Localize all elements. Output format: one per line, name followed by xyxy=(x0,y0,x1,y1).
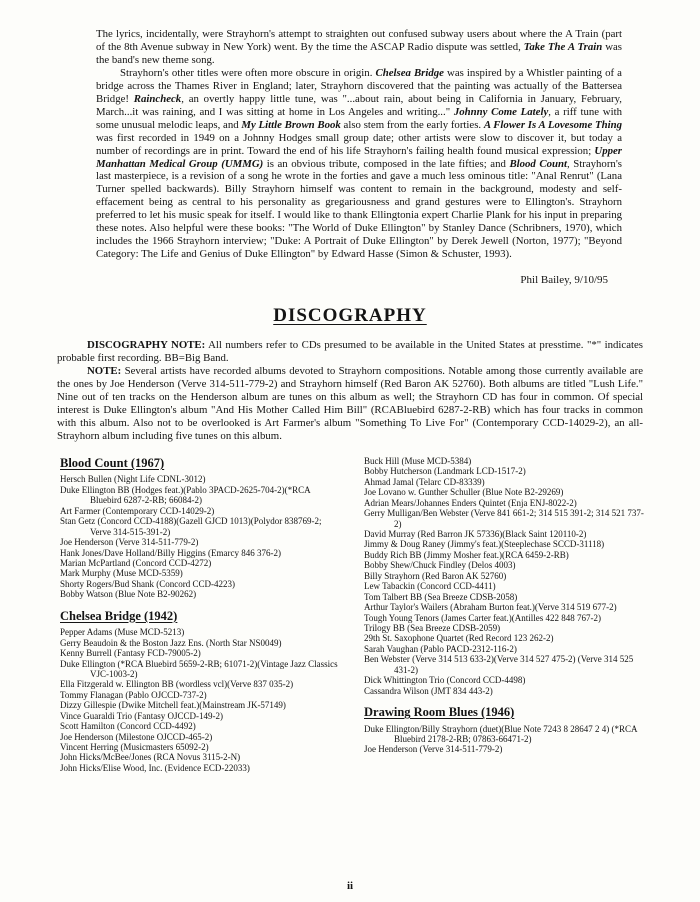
section-heading: Drawing Room Blues (1946) xyxy=(364,705,515,720)
text-run: Strayhorn's other titles were often more obscure in origin. xyxy=(120,66,376,79)
discography-note xyxy=(57,365,643,443)
text-run: , an overtly happy little tune, was "...about rain, about being in California in January, February, March...it was raining, and I was sitting at home in Los Angeles and writing..." xyxy=(96,92,622,118)
discography-entry: Marian McPartland (Concord CCD-4272) xyxy=(60,557,212,568)
left-column xyxy=(60,456,340,773)
right-column xyxy=(364,456,644,773)
discography-entry: Duke Ellington/Billy Strayhorn (duet)(Blue Note 7243 8 28647 2 4) (*RCA Bluebird 2178-2-RB; 07863-66471-2) xyxy=(364,723,637,744)
discography-note xyxy=(57,339,643,365)
discography-entry: Tommy Flanagan (Pablo OJCCD-737-2) xyxy=(60,689,207,700)
discography-entry: Duke Ellington BB (Hodges feat.)(Pablo 3PACD-2625-704-2)(*RCA Bluebird 6287-2-RB; 66084-2) xyxy=(60,484,311,506)
text-run: , a riff tune with some unusual melodic leaps, and xyxy=(96,105,622,131)
discography-entry: Lew Tabackin (Concord CCD-4411) xyxy=(364,581,496,592)
discography-entry: Art Farmer (Contemporary CCD-14029-2) xyxy=(60,505,215,516)
discography-entry: Dick Whittington Trio (Concord CCD-4498) xyxy=(364,675,526,686)
text-run: Take The A Train xyxy=(523,40,603,53)
section-heading: Chelsea Bridge (1942) xyxy=(60,608,178,623)
discography-entry: John Hicks/Elise Wood, Inc. (Evidence ECD-22033) xyxy=(60,762,250,773)
discography-entry: Ella Fitzgerald w. Ellington BB (wordless vcl)(Verve 837 035-2) xyxy=(60,679,294,690)
discography-entry: Hersch Bullen (Night Life CDNL-3012) xyxy=(60,474,206,485)
discography-entry: Adrian Mears/Johannes Enders Quintet (Enja ENJ-8022-2) xyxy=(364,497,577,508)
text-run: Johnny Come Lately xyxy=(453,105,549,118)
text-run: Chelsea Bridge xyxy=(375,66,444,79)
text-run: Several artists have recorded albums devoted to Strayhorn compositions. Notable among those currently available are the ones by Joe Henderson (Verve 314-511-779-2) and Strayhorn himself (Red Baron AK 52760). Both albums are titled "Lush Life." Nine out of ten tracks on the Henderson album are tunes on this album as well; the Strayhorn CD has four in common. Of special interest is Duke Ellington's album "And His Mother Called Him Bill" (RCABluebird 6287-2-RB) which has four tracks in common with this album. Also not to be overlooked is Art Farmer's album "Something To Live For" (Contemporary CCD-14029-2), an all-Strayhorn album including five tunes on this album. xyxy=(57,365,643,443)
discography-entry: Kenny Burrell (Fantasy FCD-79005-2) xyxy=(60,648,201,659)
text-run: is an obvious tribute, composed in the late fifties; and xyxy=(263,157,510,170)
discography-entry: Dizzy Gillespie (Dwike Mitchell feat.)(Mainstream JK-57149) xyxy=(60,700,286,711)
discography-entry: Shorty Rogers/Bud Shank (Concord CCD-4223) xyxy=(60,578,235,589)
discography-entry: Ahmad Jamal (Telarc CD-83339) xyxy=(364,476,485,487)
text-run: A Flower Is A Lovesome Thing xyxy=(483,118,622,131)
discography-entry: Bobby Hutcherson (Landmark LCD-1517-2) xyxy=(364,466,526,477)
discography-entry: Gerry Beaudoin & the Boston Jazz Ens. (North Star NS0049) xyxy=(60,637,282,648)
discography-entry: Pepper Adams (Muse MCD-5213) xyxy=(60,627,185,638)
discography-entry: Vincent Herring (Musicmasters 65092-2) xyxy=(60,742,209,753)
text-run: Blood Count xyxy=(509,157,567,170)
liner-notes-text xyxy=(0,0,700,287)
text-run: also stem from the early forties. xyxy=(340,118,484,131)
discography-entry: Tough Young Tenors (James Carter feat.)(Antilles 422 848 767-2) xyxy=(364,612,602,623)
discography-entry: Arthur Taylor's Wailers (Abraham Burton feat.)(Verve 314 519 677-2) xyxy=(364,602,617,613)
discography-entry: Billy Strayhorn (Red Baron AK 52760) xyxy=(364,570,507,581)
discography-entry: Gerry Mulligan/Ben Webster (Verve 841 661-2; 314 515 391-2; 314 521 737-2) xyxy=(364,508,644,529)
discography-entry: Bobby Shew/Chuck Findley (Delos 4003) xyxy=(364,560,516,571)
discography-notes xyxy=(0,339,700,443)
discography-entry: Buddy Rich BB (Jimmy Mosher feat.)(RCA 6459-2-RB) xyxy=(364,549,569,560)
discography-entry: Trilogy BB (Sea Breeze CDSB-2059) xyxy=(364,622,501,633)
discography-entry: Duke Ellington (*RCA Bluebird 5659-2-RB; 61071-2)(Vintage Jazz Classics VJC-1003-2) xyxy=(60,658,338,679)
discography-entry: Joe Henderson (Verve 314-511-779-2) xyxy=(364,744,503,755)
discography-entry: Cassandra Wilson (JMT 834 443-2) xyxy=(364,685,493,696)
text-run: DISCOGRAPHY NOTE: xyxy=(87,339,206,352)
text-run: , Strayhorn's last masterpiece, is a revision of a song he wrote in the forties and gave a much less ominous title: "Anal Renrut" (Lana Turner spelled backwards). Billy Strayhorn himself was content to remain in the background, modesty and self-effacement being as central to his personality as gregariousness and grand gestures were to Ellington's. Strayhorn preferred to let his music speak for itself. I would like to thank Ellingtonia expert Charlie Plank for his input in preparing these notes. Also helpful were these books: "The World of Duke Ellington" by Stanley Dance (Schribners, 1970), which includes the 1966 Strayhorn interview; "Duke: A Portrait of Duke Ellington" by Derek Jewell (Norton, 1977); "Beyond Category: The Life and Genius of Duke Ellington" by Edward Hasse (Simon & Schuster, 1993). xyxy=(96,157,622,261)
text-run: was first recorded in 1949 on a Johnny Hodges small group date; other artists were slow to discover it, but today a number of recordings are in print. Toward the end of his life Strayhorn's failing health found musical expression; xyxy=(96,131,622,157)
discography-entry: Stan Getz (Concord CCD-4188)(Gazell GJCD 1013)(Polydor 838769-2; Verve 314-515-391-2) xyxy=(60,516,322,537)
discography-entry: Ben Webster (Verve 314 513 633-2)(Verve 314 527 475-2) (Verve 314 525 431-2) xyxy=(364,654,634,675)
text-run: was the band's new theme song. xyxy=(96,40,622,66)
discography-entry: Joe Henderson (Milestone OJCCD-465-2) xyxy=(60,731,213,742)
discography-entry: Scott Hamilton (Concord CCD-4492) xyxy=(60,721,196,732)
discography-entry: Hank Jones/Dave Holland/Billy Higgins (Emarcy 846 376-2) xyxy=(60,547,281,558)
discography-entry: Bobby Watson (Blue Note B2-90262) xyxy=(60,589,197,600)
text-run: All numbers refer to CDs presumed to be available in the United States at presstime. "*" indicates probable first recording. BB=Big Band. xyxy=(57,339,643,365)
text-run: The lyrics, incidentally, were Strayhorn's attempt to straighten out confused subway users about where the A Train (part of the 8th Avenue subway in New York) went. By the time the ASCAP Radio dispute was settled, xyxy=(96,28,622,53)
discography-entry: John Hicks/McBee/Jones (RCA Novus 3115-2-N) xyxy=(60,752,241,763)
page-number: ii xyxy=(346,880,354,892)
discography-entry: Buck Hill (Muse MCD-5384) xyxy=(364,455,472,466)
liner-notes-paragraph xyxy=(96,67,622,261)
discography-entry: David Murray (Red Barron JK 57336)(Black Saint 120110-2) xyxy=(364,529,587,540)
discography-entry: 29th St. Saxophone Quartet (Red Record 123 262-2) xyxy=(364,633,554,644)
text-run: was inspired by a Whistler painting of a bridge across the Thames River in England; later, Strayhorn discovered that the painting was actually of the Battersea Bridge! xyxy=(96,66,622,105)
discography-entry: Mark Murphy (Muse MCD-5359) xyxy=(60,568,183,579)
text-run: Raincheck xyxy=(133,92,182,105)
text-run: NOTE: xyxy=(87,365,122,378)
text-run: My Little Brown Book xyxy=(241,118,341,131)
liner-notes-paragraph xyxy=(96,28,622,67)
discography-entry: Jimmy & Doug Raney (Jimmy's feat.)(Steeplechase SCCD-31118) xyxy=(364,539,605,550)
byline: Phil Bailey, 9/10/95 xyxy=(520,274,608,287)
discography-entry: Joe Lovano w. Gunther Schuller (Blue Note B2-29269) xyxy=(364,487,564,498)
discography-entry: Sarah Vaughan (Pablo PACD-2312-116-2) xyxy=(364,643,517,654)
page-title: DISCOGRAPHY xyxy=(273,305,427,327)
discography-columns xyxy=(0,443,700,773)
text-run: Upper Manhattan Medical Group (UMMG) xyxy=(96,144,622,170)
discography-entry: Joe Henderson (Verve 314-511-779-2) xyxy=(60,537,199,548)
section-heading: Blood Count (1967) xyxy=(60,455,165,470)
discography-entry: Vince Guaraldi Trio (Fantasy OJCCD-149-2) xyxy=(60,710,223,721)
discography-entry: Tom Talbert BB (Sea Breeze CDSB-2058) xyxy=(364,591,518,602)
